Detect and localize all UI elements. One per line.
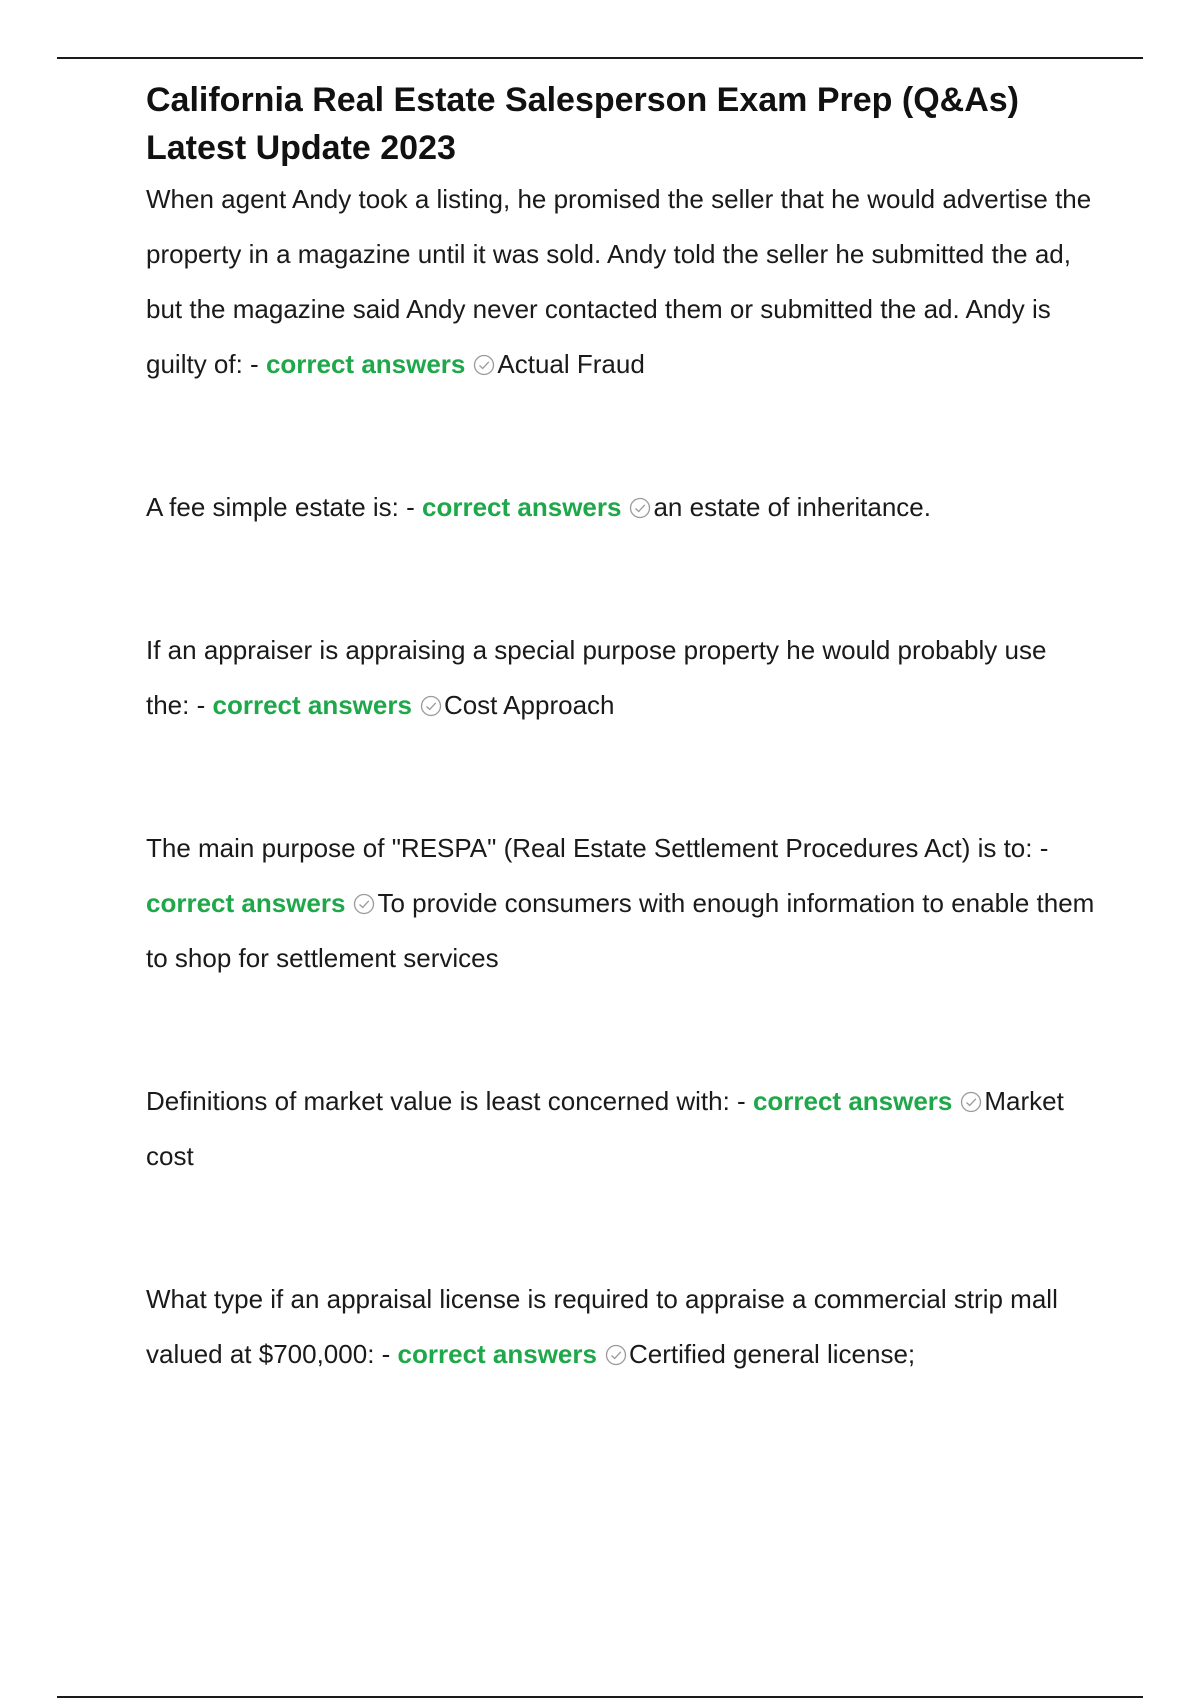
question-text: If an appraiser is appraising a special purpose property he would probably use the: - <box>146 635 1047 720</box>
answer-tag: correct answers <box>146 888 346 918</box>
qa-item <box>146 623 1096 733</box>
answer-tag: correct answers <box>422 492 622 522</box>
question-text: A fee simple estate is: - <box>146 492 423 522</box>
qa-item <box>146 480 1096 535</box>
checkmark-circle-icon <box>629 497 651 519</box>
answer-tag: correct answers <box>397 1339 597 1369</box>
document-title: California Real Estate Salesperson Exam Prep (Q&As) Latest Update 2023 <box>146 81 1019 167</box>
checkmark-circle-icon <box>353 893 375 915</box>
answer-text: Actual Fraud <box>497 349 645 379</box>
qa-item <box>146 1272 1096 1382</box>
answer-tag: correct answers <box>752 1086 953 1116</box>
qa-item <box>146 172 1096 392</box>
qa-item <box>146 1074 1096 1184</box>
question-text: Definitions of market value is least concerned with: - <box>146 1086 753 1116</box>
answer-tag: correct answers <box>212 690 412 720</box>
answer-tag: correct answers <box>265 349 466 379</box>
answer-text: Certified general license; <box>628 1339 916 1369</box>
document-body <box>146 76 1096 1382</box>
question-text: What type if an appraisal license is required to appraise a commercial strip mall valued at $700,000: - <box>146 1284 1058 1369</box>
top-rule <box>57 57 1143 59</box>
answer-text: Cost Approach <box>443 690 615 720</box>
checkmark-circle-icon <box>605 1344 627 1366</box>
checkmark-circle-icon <box>473 354 495 376</box>
answer-text: To provide consumers with enough information to enable them to shop for settlement services <box>146 888 1095 973</box>
checkmark-circle-icon <box>420 695 442 717</box>
answer-text: an estate of inheritance. <box>653 492 931 522</box>
qa-item <box>146 821 1096 986</box>
checkmark-circle-icon <box>960 1091 982 1113</box>
answer-text: Market cost <box>146 1086 1064 1171</box>
bottom-rule <box>57 1696 1143 1698</box>
question-text: When agent Andy took a listing, he promised the seller that he would advertise the property in a magazine until it was sold. Andy told the seller he submitted the ad, but the magazine said Andy never contacted them or submitted the ad. Andy is guilty of: - <box>146 184 1092 379</box>
question-text: The main purpose of "RESPA" (Real Estate Settlement Procedures Act) is to: - <box>146 833 1049 863</box>
